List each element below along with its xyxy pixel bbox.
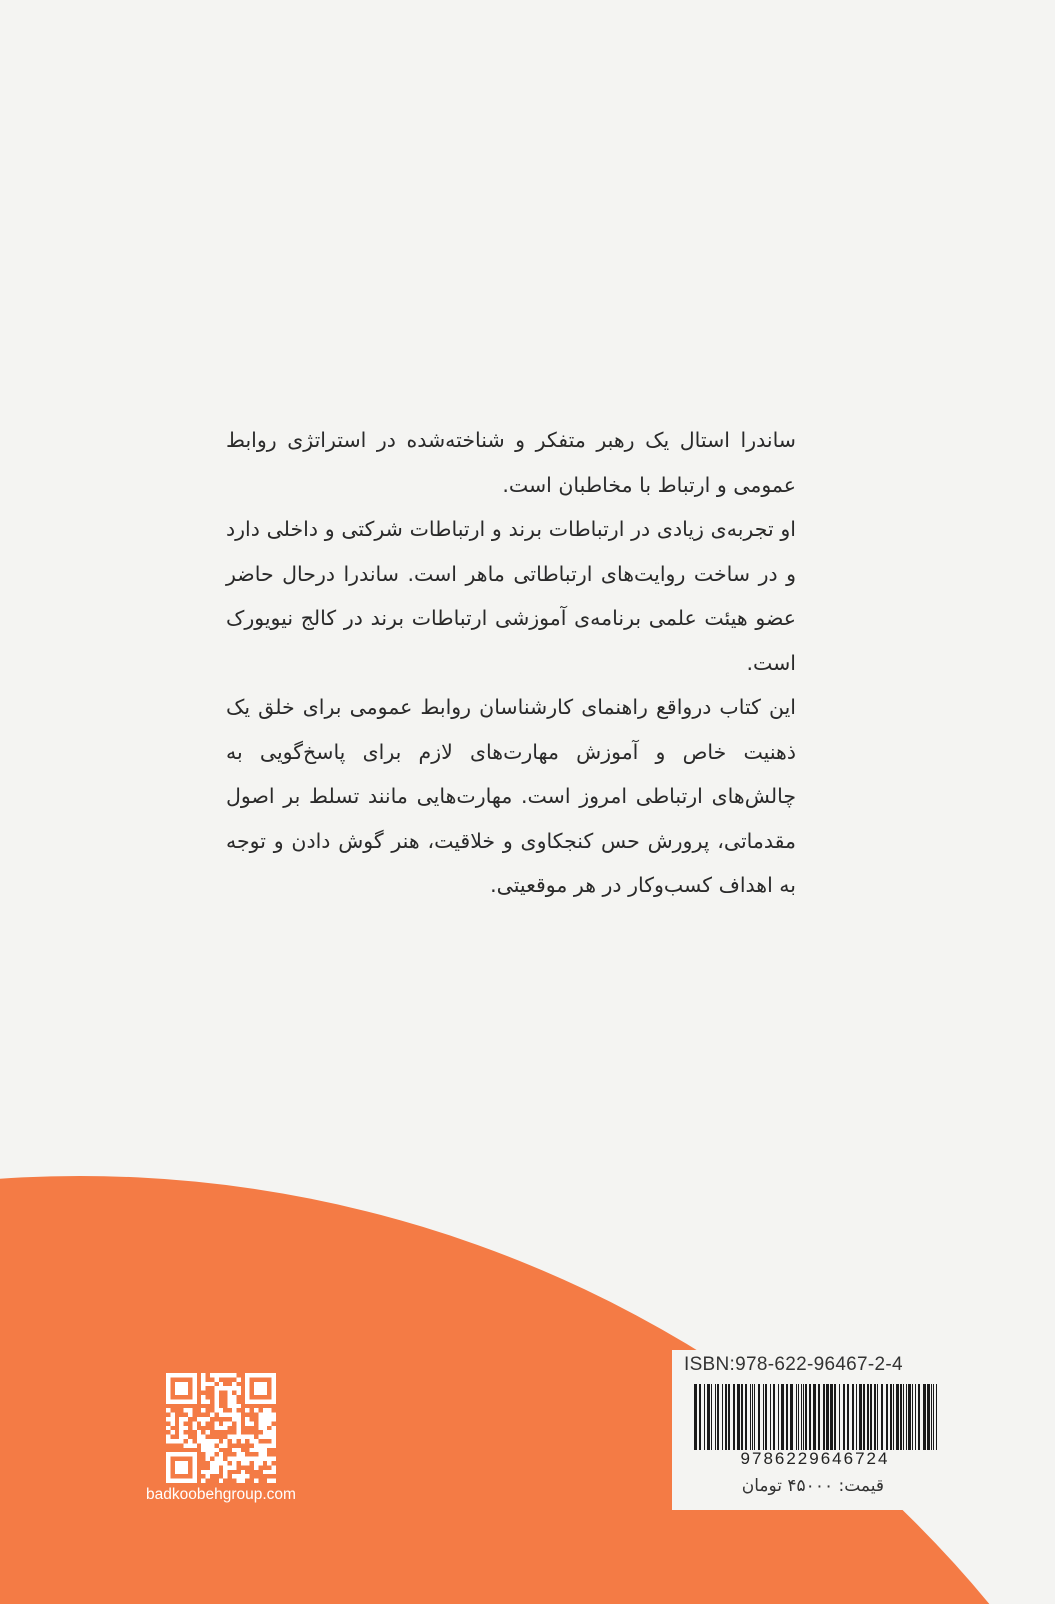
blurb-paragraph-author: ساندرا استال یک رهبر متفکر و شناخته‌شده در استراتژی روابط عمومی و ارتباط با مخاطبان است. bbox=[226, 428, 796, 497]
price-label: قیمت: ۴۵۰۰۰ تومان bbox=[741, 1476, 884, 1496]
publisher-website: badkoobehgroup.com bbox=[146, 1486, 296, 1503]
isbn-panel bbox=[672, 1350, 963, 1510]
barcode-digits: 9786229646724 bbox=[740, 1449, 890, 1466]
barcode-icon bbox=[684, 1384, 946, 1466]
isbn-label: ISBN:978-622-96467-2-4 bbox=[684, 1354, 903, 1375]
blurb-paragraph-book: این کتاب درواقع راهنمای کارشناسان روابط عمومی برای خلق یک ذهنیت خاص و آموزش مهارت‌های لازم برای پاسخ‌گویی به چالش‌های ارتباطی امروز است. مهارت‌هایی مانند تسلط بر اصول مقدماتی، پرورش حس کنجکاوی و خلاقیت، هنر گوش دادن و توجه به اهداف کسب‌وکار در هر موقعیتی. bbox=[226, 695, 796, 897]
qr-code-icon bbox=[166, 1373, 276, 1483]
book-blurb bbox=[226, 418, 796, 908]
blurb-paragraph-experience: او تجربه‌ی زیادی در ارتباطات برند و ارتباطات شرکتی و داخلی دارد و در ساخت روایت‌های ارتباطاتی ماهر است. ساندرا درحال حاضر عضو هیئت علمی برنامه‌ی آموزشی ارتباطات برند در کالج نیویورک است. bbox=[226, 517, 796, 675]
